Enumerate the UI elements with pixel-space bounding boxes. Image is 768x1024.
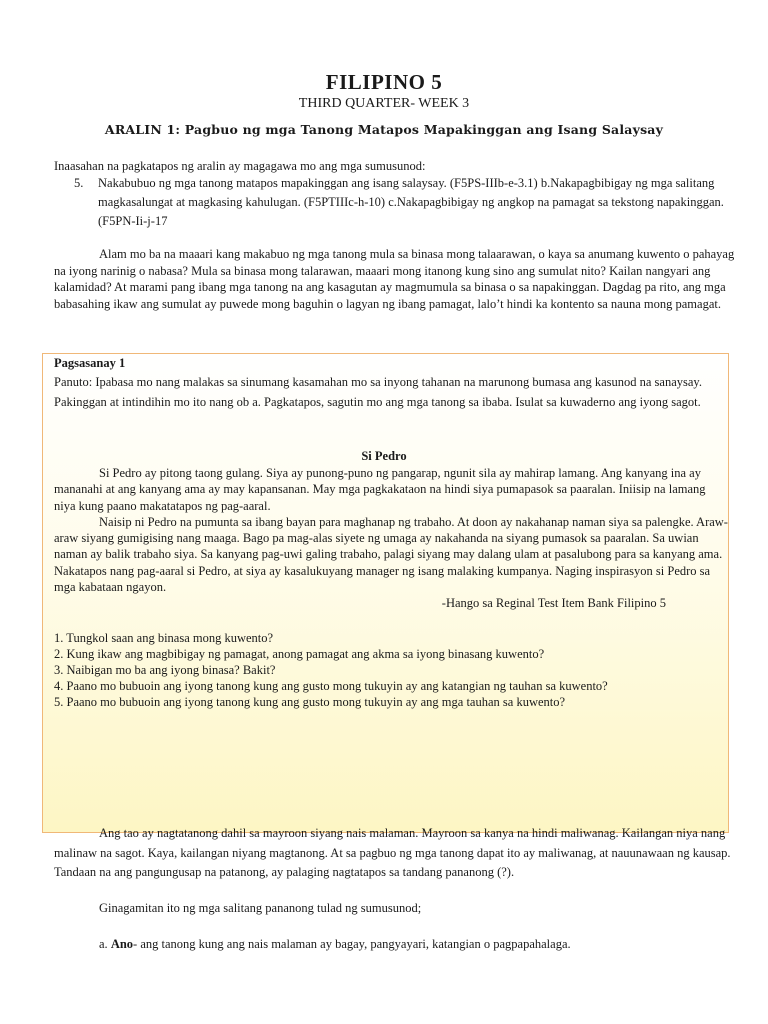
exercise-heading: Pagsasanay 1 — [54, 356, 126, 370]
story-source: -Hango sa Reginal Test Item Bank Filipino 5 — [441, 596, 666, 611]
lesson-title: ARALIN 1: Pagbuo ng mga Tanong Matapos Mapakinggan ang Isang Salaysay — [104, 122, 664, 137]
document-title: FILIPINO 5 — [325, 70, 443, 94]
item-definition: - ang tanong kung ang nais malaman ay bagay, pangyayari, katangian o pagpapahalaga. — [133, 937, 571, 951]
objectives-intro: Inaasahan na pagkatapos ng aralin ay magagawa mo ang mga sumusunod: — [54, 159, 426, 173]
story-title: Si Pedro — [361, 449, 407, 463]
story-paragraph-2: Naisip ni Pedro na pumunta sa ibang bayan para maghanap ng trabaho. At doon ay nakahanap naman siya sa palengke. Araw-araw siyang gumigising nang maaga. Bago pa mag-alas siyete ng umaga ay nakahanda na siyang pumasok sa paaralan. Sa uwian naman ay balik trabaho siya. Sa kanyang pag-uwi galing trabaho, palagi siyang may dalang ulam at pasalubong para sa kanyang ama. Nakatapos nang pag-aaral si Pedro, at siya ay kasalukuyang manager ng isang malaking kumpanya. Naging inspirasyon si Pedro sa mga kabataan ngayon. — [54, 514, 728, 595]
story-body — [54, 465, 728, 612]
objective-item — [74, 174, 744, 231]
intro-paragraph: Alam mo ba na maaari kang makabuo ng mga tanong mula sa binasa mong talaarawan, o kaya sa anumang kuwento o pahayag na iyong narinig o nabasa? Mula sa binasa mong talarawan, maaari mong itanong kung sino ang sumulat nito? Kailan nangyari ang kalamidad? At marami pang ibang mga tanong na ang kasagutan ay magmumula sa binasa o sa napakinggan. Dagdag pa rito, ang mga babasahing ikaw ang sumulat ay puwede mong baguhin o lagyan ng ibang pamagat, lalo’t hindi ka kontento sa nauna mong pamagat. — [54, 247, 735, 311]
question-word-item — [99, 936, 739, 952]
question-list — [54, 630, 726, 710]
document-subtitle: THIRD QUARTER- WEEK 3 — [298, 96, 470, 111]
question-item: 3. Naibigan mo ba ang iyong binasa? Bakit? — [54, 663, 276, 677]
question-item: 2. Kung ikaw ang magbibigay ng pamagat, anong pamagat ang akma sa iyong binasang kuwento? — [54, 647, 545, 661]
explanation-paragraph: Ang tao ay nagtatanong dahil sa mayroon siyang nais malaman. Mayroon sa kanya na hindi maliwanag. Kailangan niya nang malinaw na sagot. Kaya, kailangan niyang magtanong. At sa pagbuo ng mga tanong dapat ito ay maliwanag, at nauunawaan ng kausap. Tandaan na ang pangungusap na patanong, ay palaging nagtatapos sa tandang pananong (?). — [54, 826, 731, 879]
story-paragraph-1: Si Pedro ay pitong taong gulang. Siya ay punong-puno ng pangarap, ngunit sila ay mahirap lamang. Ang kanyang ina ay mananahi at ang kanyang ama ay may kapansanan. May mga pagkakataon na hindi siya pumapasok sa paaralan. Iniisip na lamang niya kung paano makatatapos ng pag-aaral. — [54, 466, 706, 513]
question-words-intro: Ginagamitan ito ng mga salitang pananong tulad ng sumusunod; — [99, 901, 422, 915]
question-item: 4. Paano mo bubuoin ang iyong tanong kung ang gusto mong tukuyin ay ang katangian ng tauhan sa kuwento? — [54, 679, 608, 693]
objective-text: Nakabubuo ng mga tanong matapos mapakinggan ang isang salaysay. (F5PS-IIIb-e-3.1) b.Nakapagbibigay ng mga salitang magkasalungat at magkasing kahulugan. (F5PTIIIc-h-10) c.Nakapagbibigay ng angkop na pamagat sa tekstong napakinggan. (F5PN-Ii-j-17 — [98, 176, 724, 228]
question-item: 5. Paano mo bubuoin ang iyong tanong kung ang gusto mong tukuyin ay ang mga tauhan sa kuwento? — [54, 695, 566, 709]
objective-number: 5. — [74, 176, 84, 190]
exercise-instructions: Panuto: Ipabasa mo nang malakas sa sinumang kasamahan mo sa inyong tahanan na marunong bumasa ang kasunod na sanaysay. Pakinggan at intindihin mo ito nang ob a. Pagkatapos, sagutin mo ang mga tanong sa ibaba. Isulat sa kuwaderno ang iyong sagot. — [54, 375, 702, 409]
item-term: Ano — [110, 937, 134, 951]
item-letter: a. — [99, 937, 108, 951]
question-item: 1. Tungkol saan ang binasa mong kuwento? — [54, 631, 274, 645]
